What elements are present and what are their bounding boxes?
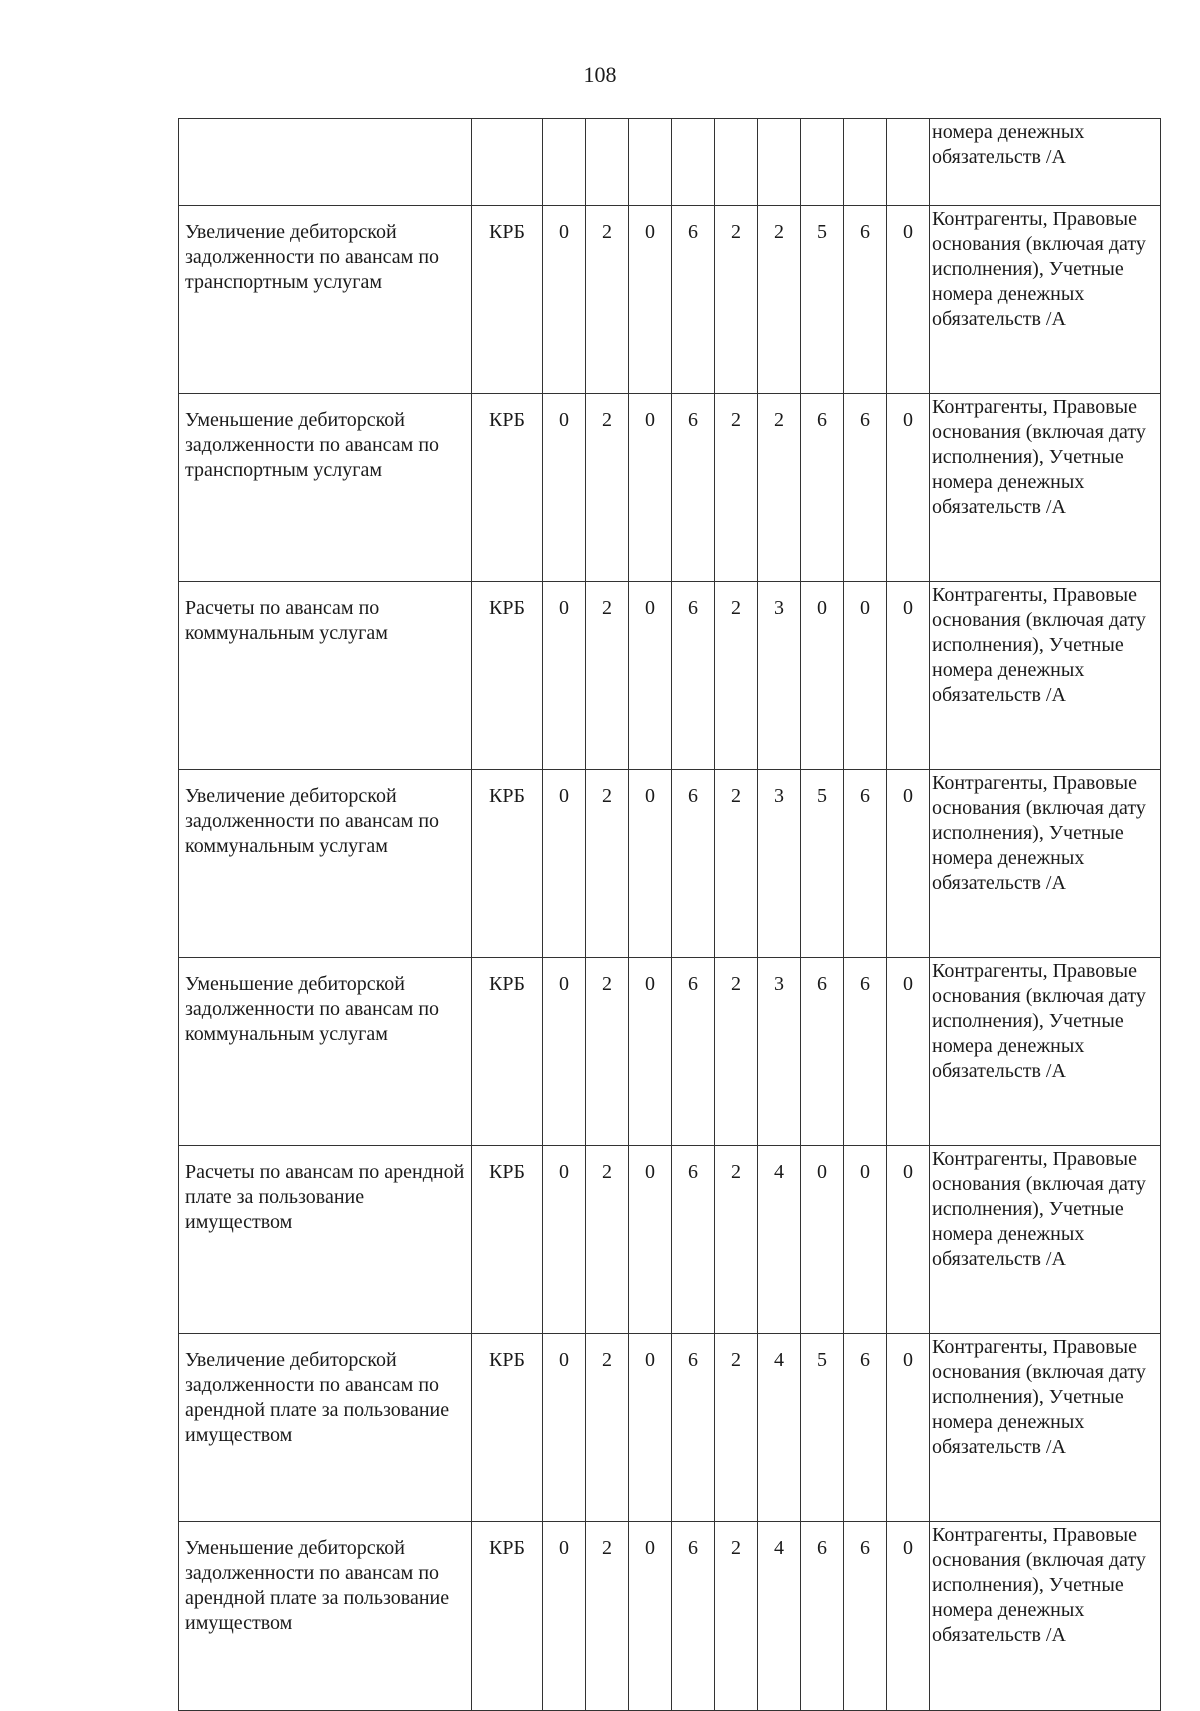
account-digit-cell: 5 xyxy=(801,206,844,394)
account-digit-cell xyxy=(801,119,844,206)
account-digit-cell: 0 xyxy=(543,206,586,394)
account-digit-cell: 2 xyxy=(586,206,629,394)
table-row xyxy=(179,582,1161,770)
account-digit-cell xyxy=(758,119,801,206)
account-digit-cell: 6 xyxy=(844,394,887,582)
kfo-cell: КРБ xyxy=(472,958,543,1146)
account-digit-cell: 0 xyxy=(629,1146,672,1334)
account-digit-cell: 0 xyxy=(543,1334,586,1522)
account-digit-cell: 0 xyxy=(887,958,930,1146)
account-name-cell: Увеличение дебиторской задолженности по авансам по коммунальным услугам xyxy=(179,770,472,958)
account-digit-cell: 2 xyxy=(586,582,629,770)
kfo-cell: КРБ xyxy=(472,1334,543,1522)
account-digit-cell: 2 xyxy=(715,1522,758,1711)
account-digit-cell: 2 xyxy=(715,582,758,770)
account-digit-cell: 0 xyxy=(543,582,586,770)
table-row xyxy=(179,394,1161,582)
account-digit-cell: 0 xyxy=(543,1146,586,1334)
account-digit-cell: 2 xyxy=(586,394,629,582)
account-digit-cell: 0 xyxy=(887,394,930,582)
kfo-cell: КРБ xyxy=(472,206,543,394)
account-digit-cell xyxy=(887,119,930,206)
kfo-cell: КРБ xyxy=(472,1522,543,1711)
account-digit-cell: 0 xyxy=(629,206,672,394)
account-name-cell xyxy=(179,119,472,206)
account-digit-cell: 0 xyxy=(887,1522,930,1711)
account-name-cell: Уменьшение дебиторской задолженности по авансам по коммунальным услугам xyxy=(179,958,472,1146)
analytics-cell: номера денежных обязательств /А xyxy=(930,119,1161,206)
account-digit-cell: 0 xyxy=(543,770,586,958)
table-row xyxy=(179,206,1161,394)
accounts-table xyxy=(178,118,1161,1711)
account-digit-cell: 2 xyxy=(586,1522,629,1711)
account-digit-cell xyxy=(629,119,672,206)
account-digit-cell xyxy=(586,119,629,206)
kfo-cell: КРБ xyxy=(472,770,543,958)
account-digit-cell: 3 xyxy=(758,958,801,1146)
account-digit-cell: 0 xyxy=(844,582,887,770)
account-digit-cell: 2 xyxy=(715,1334,758,1522)
table-row xyxy=(179,1522,1161,1711)
account-digit-cell: 6 xyxy=(844,770,887,958)
table-row xyxy=(179,770,1161,958)
analytics-cell: Контрагенты, Правовые основания (включая дату исполнения), Учетные номера денежных обязательств /А xyxy=(930,394,1161,582)
account-digit-cell: 6 xyxy=(801,394,844,582)
account-digit-cell: 0 xyxy=(629,394,672,582)
analytics-cell: Контрагенты, Правовые основания (включая дату исполнения), Учетные номера денежных обязательств /А xyxy=(930,1522,1161,1711)
account-digit-cell: 0 xyxy=(629,958,672,1146)
table-row xyxy=(179,1146,1161,1334)
account-digit-cell: 6 xyxy=(844,1522,887,1711)
account-name-cell: Увеличение дебиторской задолженности по авансам по транспортным услугам xyxy=(179,206,472,394)
account-digit-cell: 3 xyxy=(758,582,801,770)
account-name-cell: Уменьшение дебиторской задолженности по авансам по транспортным услугам xyxy=(179,394,472,582)
account-digit-cell: 5 xyxy=(801,1334,844,1522)
account-digit-cell: 2 xyxy=(586,958,629,1146)
account-digit-cell: 0 xyxy=(887,770,930,958)
account-name-cell: Увеличение дебиторской задолженности по авансам по арендной плате за пользование имуществом xyxy=(179,1334,472,1522)
account-digit-cell: 2 xyxy=(715,1146,758,1334)
account-digit-cell: 0 xyxy=(629,770,672,958)
account-digit-cell xyxy=(543,119,586,206)
account-digit-cell xyxy=(672,119,715,206)
analytics-cell: Контрагенты, Правовые основания (включая дату исполнения), Учетные номера денежных обязательств /А xyxy=(930,770,1161,958)
account-digit-cell xyxy=(715,119,758,206)
account-digit-cell: 0 xyxy=(629,1522,672,1711)
kfo-cell: КРБ xyxy=(472,394,543,582)
account-digit-cell: 2 xyxy=(715,394,758,582)
page-number: 108 xyxy=(583,62,617,87)
account-digit-cell: 2 xyxy=(715,770,758,958)
account-digit-cell: 6 xyxy=(672,1146,715,1334)
account-digit-cell: 6 xyxy=(672,206,715,394)
account-digit-cell: 0 xyxy=(887,1146,930,1334)
account-digit-cell: 6 xyxy=(844,206,887,394)
kfo-cell xyxy=(472,119,543,206)
account-digit-cell: 6 xyxy=(844,958,887,1146)
kfo-cell: КРБ xyxy=(472,1146,543,1334)
account-digit-cell: 0 xyxy=(629,582,672,770)
account-digit-cell: 0 xyxy=(887,206,930,394)
analytics-cell: Контрагенты, Правовые основания (включая дату исполнения), Учетные номера денежных обязательств /А xyxy=(930,1146,1161,1334)
account-digit-cell: 6 xyxy=(672,1334,715,1522)
continuation-row xyxy=(179,119,1161,206)
account-digit-cell: 3 xyxy=(758,770,801,958)
account-digit-cell xyxy=(844,119,887,206)
account-digit-cell: 6 xyxy=(672,394,715,582)
account-digit-cell: 6 xyxy=(801,1522,844,1711)
account-digit-cell: 2 xyxy=(715,958,758,1146)
account-digit-cell: 5 xyxy=(801,770,844,958)
account-digit-cell: 6 xyxy=(844,1334,887,1522)
account-digit-cell: 0 xyxy=(801,1146,844,1334)
account-digit-cell: 0 xyxy=(844,1146,887,1334)
account-digit-cell: 6 xyxy=(672,582,715,770)
account-digit-cell: 0 xyxy=(887,582,930,770)
analytics-cell: Контрагенты, Правовые основания (включая дату исполнения), Учетные номера денежных обязательств /А xyxy=(930,958,1161,1146)
account-digit-cell: 0 xyxy=(543,1522,586,1711)
table-row xyxy=(179,1334,1161,1522)
account-digit-cell: 0 xyxy=(543,958,586,1146)
account-digit-cell: 6 xyxy=(672,1522,715,1711)
kfo-cell: КРБ xyxy=(472,582,543,770)
account-name-cell: Уменьшение дебиторской задолженности по авансам по арендной плате за пользование имуществом xyxy=(179,1522,472,1711)
analytics-cell: Контрагенты, Правовые основания (включая дату исполнения), Учетные номера денежных обязательств /А xyxy=(930,582,1161,770)
account-digit-cell: 6 xyxy=(801,958,844,1146)
account-name-cell: Расчеты по авансам по коммунальным услугам xyxy=(179,582,472,770)
account-digit-cell: 4 xyxy=(758,1146,801,1334)
account-digit-cell: 4 xyxy=(758,1522,801,1711)
account-digit-cell: 6 xyxy=(672,770,715,958)
account-digit-cell: 0 xyxy=(543,394,586,582)
account-digit-cell: 2 xyxy=(758,206,801,394)
analytics-cell: Контрагенты, Правовые основания (включая дату исполнения), Учетные номера денежных обязательств /А xyxy=(930,1334,1161,1522)
account-digit-cell: 0 xyxy=(801,582,844,770)
account-digit-cell: 2 xyxy=(586,1146,629,1334)
account-digit-cell: 4 xyxy=(758,1334,801,1522)
analytics-cell: Контрагенты, Правовые основания (включая дату исполнения), Учетные номера денежных обязательств /А xyxy=(930,206,1161,394)
account-digit-cell: 2 xyxy=(758,394,801,582)
account-digit-cell: 6 xyxy=(672,958,715,1146)
account-digit-cell: 2 xyxy=(715,206,758,394)
account-digit-cell: 2 xyxy=(586,1334,629,1522)
table-row xyxy=(179,958,1161,1146)
account-name-cell: Расчеты по авансам по арендной плате за пользование имуществом xyxy=(179,1146,472,1334)
account-digit-cell: 0 xyxy=(629,1334,672,1522)
account-digit-cell: 2 xyxy=(586,770,629,958)
account-digit-cell: 0 xyxy=(887,1334,930,1522)
